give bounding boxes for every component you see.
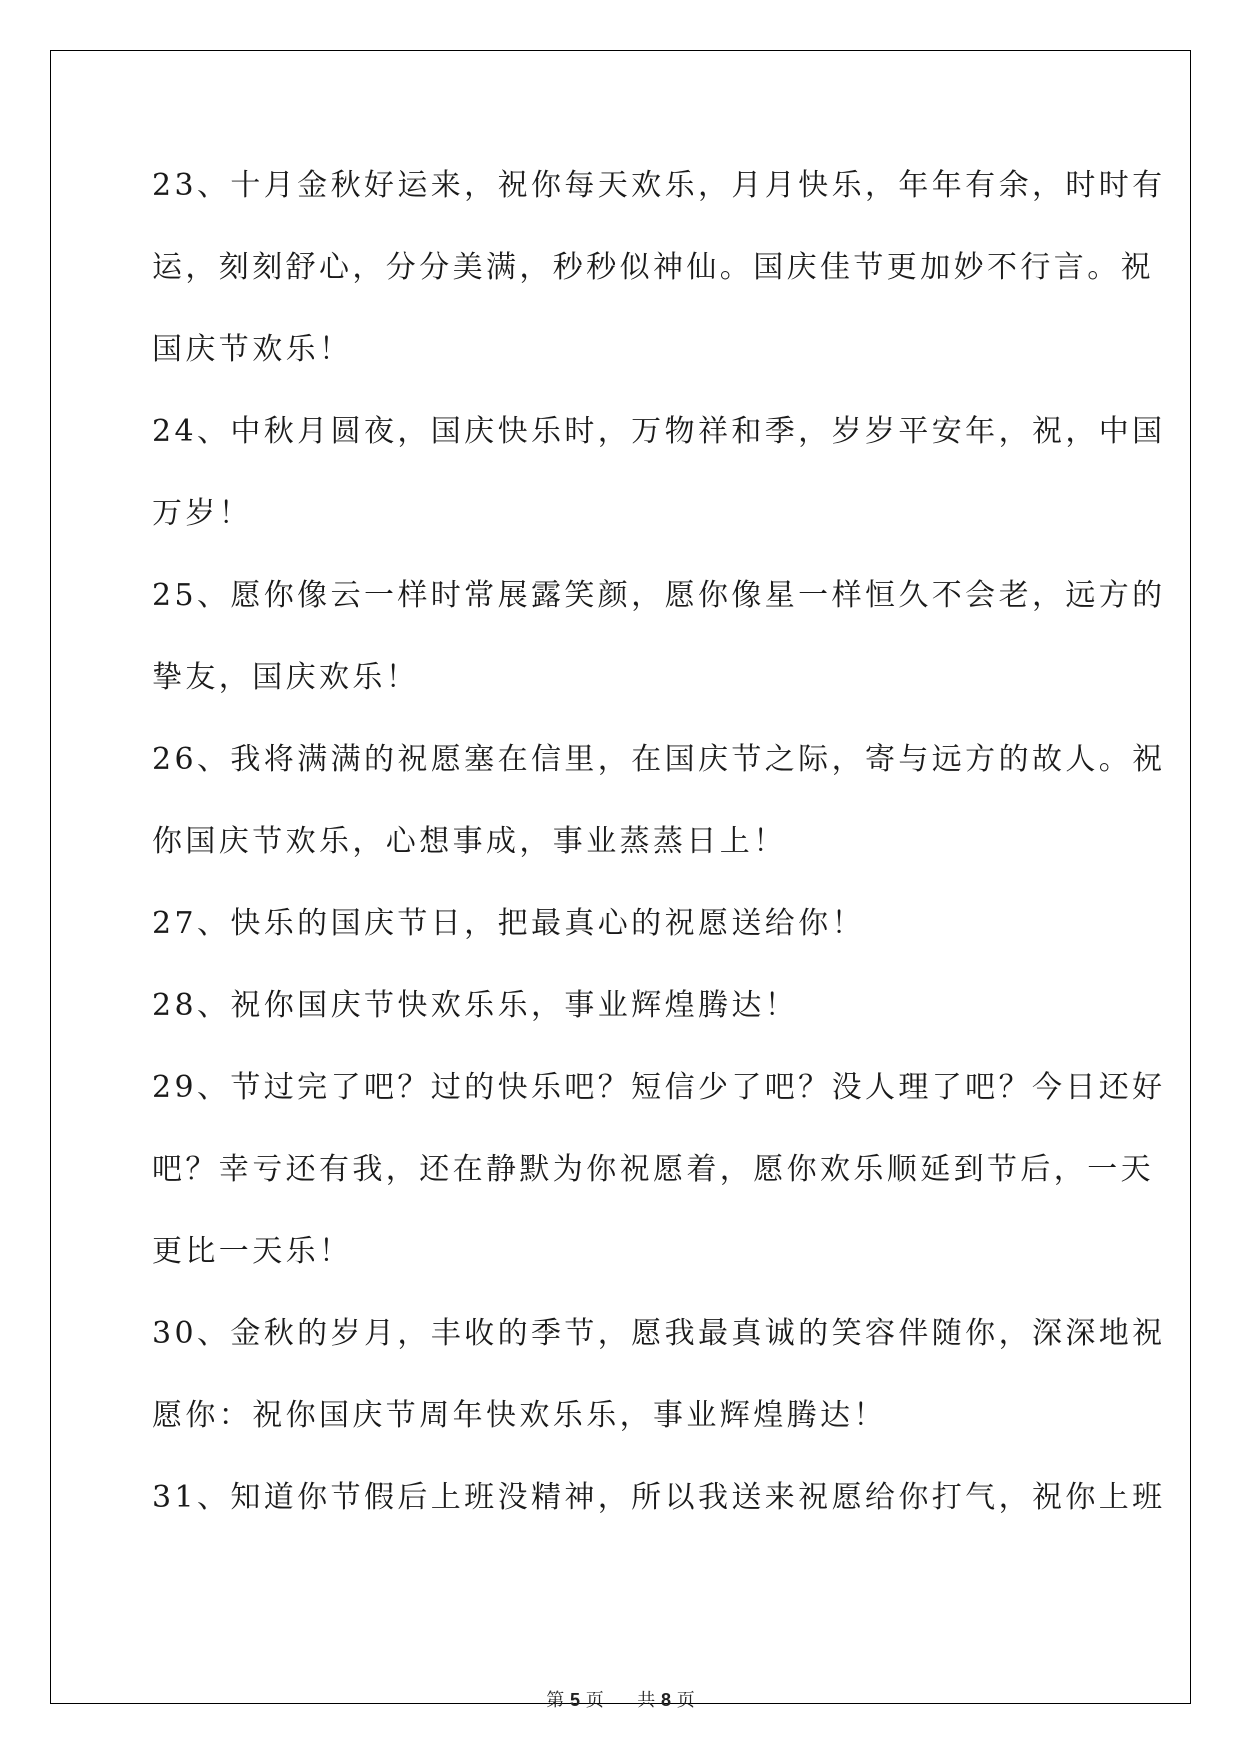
text-line: 27、快乐的国庆节日，把最真心的祝愿送给你！ xyxy=(152,906,865,941)
text-line: 25、愿你像云一样时常展露笑颜，愿你像星一样恒久不会老，远方的 xyxy=(152,578,1166,613)
text-line: 31、知道你节假后上班没精神，所以我送来祝愿给你打气，祝你上班 xyxy=(152,1480,1166,1515)
page-footer xyxy=(0,1686,1241,1712)
total-pages-number: 8 xyxy=(660,1690,671,1710)
text-line: 万岁！ xyxy=(152,496,253,531)
text-line: 国庆节欢乐！ xyxy=(152,332,353,367)
total-prefix: 共 xyxy=(637,1690,656,1711)
text-line: 挚友，国庆欢乐！ xyxy=(152,660,420,695)
page-suffix: 页 xyxy=(585,1690,604,1711)
text-line: 你国庆节欢乐，心想事成，事业蒸蒸日上！ xyxy=(152,824,787,859)
total-suffix: 页 xyxy=(676,1690,695,1711)
current-page-number: 5 xyxy=(570,1690,581,1710)
text-line: 28、祝你国庆节快欢乐乐，事业辉煌腾达！ xyxy=(152,988,799,1023)
text-line: 30、金秋的岁月，丰收的季节，愿我最真诚的笑容伴随你，深深地祝 xyxy=(152,1316,1166,1351)
text-line: 23、十月金秋好运来，祝你每天欢乐，月月快乐，年年有余，时时有 xyxy=(152,168,1166,203)
text-line: 24、中秋月圆夜，国庆快乐时，万物祥和季，岁岁平安年，祝，中国 xyxy=(152,414,1166,449)
document-body xyxy=(152,160,1166,1554)
text-line: 26、我将满满的祝愿塞在信里，在国庆节之际，寄与远方的故人。祝 xyxy=(152,742,1166,777)
text-line: 吧？幸亏还有我，还在静默为你祝愿着，愿你欢乐顺延到节后，一天 xyxy=(152,1152,1154,1187)
page-prefix: 第 xyxy=(546,1690,565,1711)
text-line: 29、节过完了吧？过的快乐吧？短信少了吧？没人理了吧？今日还好 xyxy=(152,1070,1166,1105)
text-line: 更比一天乐！ xyxy=(152,1234,353,1269)
text-line: 运，刻刻舒心，分分美满，秒秒似神仙。国庆佳节更加妙不行言。祝 xyxy=(152,250,1154,285)
text-line: 愿你：祝你国庆节周年快欢乐乐，事业辉煌腾达！ xyxy=(152,1398,887,1433)
